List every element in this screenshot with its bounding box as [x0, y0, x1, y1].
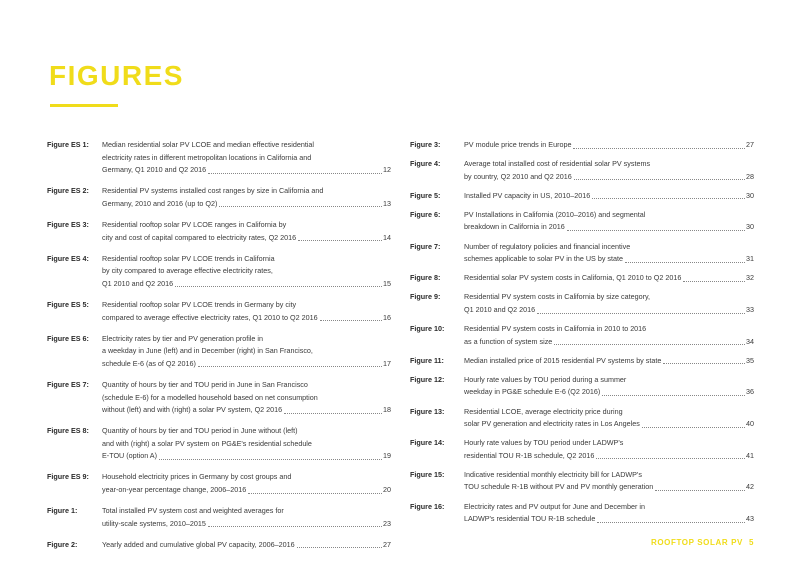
figure-title-text: and with (right) a solar PV system on PG&E's residential schedule [102, 438, 312, 448]
figure-description [464, 355, 754, 368]
figure-page-number: 27 [383, 539, 391, 549]
figure-description [464, 437, 754, 462]
figure-title-text: compared to average effective electricity rates, Q1 2010 to Q2 2016 [102, 312, 318, 322]
figure-entry[interactable] [47, 333, 391, 371]
page-number: 5 [748, 538, 754, 547]
dot-leader [175, 286, 382, 287]
figure-label: Figure ES 8: [47, 426, 89, 436]
figure-label: Figure 9: [410, 292, 441, 302]
figure-page-number: 30 [746, 222, 754, 232]
figure-title-text: city and cost of capital compared to electricity rates, Q2 2016 [102, 232, 297, 242]
figure-title-line [102, 232, 391, 245]
figure-title-line [464, 374, 754, 387]
figure-title-text: Residential PV systems installed cost ranges by size in California and [102, 186, 324, 196]
figure-title-text: Median residential solar PV LCOE and median effective residential [102, 140, 315, 149]
figure-label: Figure ES 7: [47, 379, 89, 389]
figure-entry[interactable] [410, 355, 754, 368]
dot-leader [567, 230, 745, 231]
dot-leader [625, 262, 745, 263]
figure-label: Figure 11: [410, 355, 444, 365]
figure-label: Figure 10: [410, 324, 445, 334]
figure-title-line [102, 219, 391, 232]
figure-title-text: Yearly added and cumulative global PV capacity, 2006–2016 [102, 539, 295, 549]
figure-title-line [464, 253, 754, 266]
figure-title-line [102, 198, 391, 211]
figure-entry[interactable] [410, 241, 754, 266]
figure-description [102, 253, 391, 291]
figure-title-line [102, 450, 391, 463]
figure-title-text: Total installed PV system cost and weighted averages for [102, 506, 284, 516]
figure-title-line [102, 185, 391, 198]
figure-entry[interactable] [410, 291, 754, 316]
dot-leader [298, 240, 382, 241]
figure-title-line [102, 152, 391, 165]
figure-title-text: Q1 2010 and Q2 2016 [464, 304, 536, 314]
figure-title-text: without (left) and with (right) a solar PV system, Q2 2016 [102, 405, 283, 415]
dot-leader [592, 198, 745, 199]
figure-entry[interactable] [47, 425, 391, 463]
figure-title-line [102, 358, 391, 371]
figure-description [102, 425, 391, 463]
figure-title-text: TOU schedule R-1B without PV and PV monthly generation [464, 482, 654, 492]
figures-list-left [47, 139, 391, 560]
figure-label: Figure 5: [410, 190, 441, 200]
figure-description [102, 539, 391, 552]
figure-label: Figure 1: [47, 506, 78, 516]
figure-entry[interactable] [47, 471, 391, 496]
dot-leader [208, 526, 382, 527]
figure-entry[interactable] [47, 539, 391, 552]
figure-title-text: Household electricity prices in Germany by cost groups and [102, 472, 292, 482]
figure-description [102, 333, 391, 371]
figure-title-text: utility-scale systems, 2010–2015 [102, 518, 206, 528]
figure-description [464, 190, 754, 203]
figure-title-text: Electricity rates by tier and PV generation profile in [102, 333, 263, 343]
figure-title-line [464, 272, 754, 285]
figure-title-text: Q1 2010 and Q2 2016 [102, 278, 174, 288]
figure-entry[interactable] [410, 501, 754, 526]
figure-title-line [464, 323, 754, 336]
figure-title-text: solar PV generation and electricity rates in Los Angeles [464, 419, 640, 429]
dot-leader [573, 148, 745, 149]
figure-title-line [102, 265, 391, 278]
figure-title-text: Residential solar PV system costs in California, Q1 2010 to Q2 2016 [464, 273, 682, 283]
figure-title-line [102, 518, 391, 531]
dot-leader [208, 173, 382, 174]
figure-description [102, 299, 391, 324]
figure-description [464, 209, 754, 234]
figure-title-text: Average total installed cost of residential solar PV systems [464, 159, 651, 169]
figure-title-line [102, 299, 391, 312]
figure-title-line [464, 437, 754, 450]
figure-title-line [102, 164, 391, 177]
figure-title-text: by city compared to average effective electricity rates, [102, 266, 273, 276]
figure-page-number: 28 [746, 171, 754, 181]
figure-title-text: Median installed price of 2015 residential PV systems by state [464, 355, 662, 365]
figure-page-number: 16 [383, 312, 391, 322]
figure-page-number: 14 [383, 232, 391, 242]
figure-entry[interactable] [47, 299, 391, 324]
figure-entry[interactable] [410, 406, 754, 431]
figure-title-text: as a function of system size [464, 336, 553, 346]
figure-description [102, 219, 391, 244]
figure-label: Figure 15: [410, 469, 445, 479]
figure-title-text: Quantity of hours by tier and TOU period in June without (left) [102, 426, 298, 436]
figure-description [464, 406, 754, 431]
dot-leader [574, 179, 745, 180]
figure-page-number: 41 [746, 450, 754, 460]
figure-entry[interactable] [410, 190, 754, 203]
figure-title-text: Residential rooftop solar PV LCOE ranges in California by [102, 219, 287, 229]
figure-title-line [102, 505, 391, 518]
figure-title-text: breakdown in California in 2016 [464, 222, 565, 232]
figure-title-line [464, 355, 754, 368]
figure-label: Figure ES 4: [47, 253, 89, 263]
figure-entry[interactable] [47, 139, 391, 177]
figure-title-line [464, 406, 754, 419]
figure-title-text: by country, Q2 2010 and Q2 2016 [464, 171, 572, 181]
dot-leader [198, 366, 382, 367]
figure-description [464, 241, 754, 266]
dot-leader [219, 206, 382, 207]
figure-title-line [464, 304, 754, 317]
figure-description [102, 471, 391, 496]
figure-page-number: 17 [383, 358, 391, 368]
figure-page-number: 18 [383, 405, 391, 415]
figure-description [102, 139, 391, 177]
figure-page-number: 13 [383, 198, 391, 208]
figure-title-line [102, 333, 391, 346]
figure-label: Figure 6: [410, 209, 441, 219]
figure-title-text: PV module price trends in Europe [464, 140, 572, 149]
figure-label: Figure ES 3: [47, 219, 89, 229]
figure-title-text: Quantity of hours by tier and TOU perid in June in San Francisco [102, 379, 308, 389]
figure-page-number: 20 [383, 485, 391, 495]
figure-entry[interactable] [410, 209, 754, 234]
figure-title-text: LADWP's residential TOU R-1B schedule [464, 514, 596, 524]
figure-title-line [102, 253, 391, 266]
figure-entry[interactable] [410, 323, 754, 348]
dot-leader [655, 490, 745, 491]
figure-title-line [464, 501, 754, 514]
figure-title-text: Indicative residential monthly electricity bill for LADWP's [464, 469, 642, 479]
figure-title-line [102, 312, 391, 325]
figure-description [102, 505, 391, 530]
figure-title-line [102, 345, 391, 358]
figure-label: Figure 3: [410, 140, 441, 149]
figure-page-number: 43 [746, 514, 754, 524]
figure-page-number: 42 [746, 482, 754, 492]
figure-label: Figure ES 1: [47, 140, 89, 149]
dot-leader [602, 395, 745, 396]
dot-leader [642, 427, 745, 428]
figure-page-number: 35 [746, 355, 754, 365]
figure-page-number: 27 [746, 140, 754, 149]
figure-title-line [102, 278, 391, 291]
figure-title-text: Germany, 2010 and 2016 (up to Q2) [102, 198, 218, 208]
figure-title-text: (schedule E-6) for a modelled household based on net consumption [102, 392, 318, 402]
figure-entry[interactable] [410, 469, 754, 494]
dot-leader [683, 281, 745, 282]
dot-leader [554, 344, 745, 345]
figure-title-line [464, 291, 754, 304]
figure-title-line [464, 190, 754, 203]
figure-title-text: residential TOU R-1B schedule, Q2 2016 [464, 450, 595, 460]
figure-title-line [464, 386, 754, 399]
dot-leader [284, 413, 382, 414]
figure-title-line [102, 392, 391, 405]
figure-entry[interactable] [47, 219, 391, 244]
figure-title-text: electricity rates in different metropolitan locations in California and [102, 152, 312, 162]
figure-label: Figure 16: [410, 501, 445, 511]
figure-description [464, 158, 754, 183]
figure-entry[interactable] [47, 185, 391, 210]
figure-page-number: 31 [746, 254, 754, 264]
figure-title-line [464, 241, 754, 254]
figure-title-text: Number of regulatory policies and financial incentive [464, 241, 631, 251]
figure-label: Figure ES 2: [47, 186, 89, 196]
figure-title-text: PV Installations in California (2010–2016) and segmental [464, 209, 646, 219]
figure-entry[interactable] [47, 253, 391, 291]
figure-description [102, 379, 391, 417]
dot-leader [597, 522, 745, 523]
figure-page-number: 40 [746, 419, 754, 429]
figure-description [464, 139, 754, 152]
figure-title-line [102, 484, 391, 497]
figure-title-line [464, 158, 754, 171]
figure-title-text: Electricity rates and PV output for June and December in [464, 501, 645, 511]
figure-label: Figure ES 6: [47, 333, 89, 343]
figure-entry[interactable] [410, 139, 754, 152]
figure-label: Figure ES 9: [47, 472, 89, 482]
page-footer [651, 538, 754, 547]
figure-title-text: schemes applicable to solar PV in the US by state [464, 254, 624, 264]
title-underline [50, 104, 118, 107]
figure-title-line [464, 418, 754, 431]
figure-description [464, 469, 754, 494]
figure-title-line [464, 336, 754, 349]
figure-description [464, 323, 754, 348]
figure-title-text: Residential rooftop solar PV LCOE trends in California [102, 253, 275, 263]
figure-title-line [102, 471, 391, 484]
figure-description [464, 272, 754, 285]
figure-title-text: Residential PV system costs in California by size category, [464, 292, 651, 302]
figure-page-number: 32 [746, 273, 754, 283]
figure-title-line [464, 139, 754, 152]
figure-title-text: Hourly rate values by TOU period under LADWP's [464, 438, 624, 448]
figure-title-text: schedule E-6 (as of Q2 2016) [102, 358, 196, 368]
figure-title-line [464, 481, 754, 494]
figure-description [102, 185, 391, 210]
dot-leader [320, 320, 382, 321]
footer-label: ROOFTOP SOLAR PV [650, 538, 743, 547]
figure-title-line [464, 171, 754, 184]
figure-label: Figure 7: [410, 241, 441, 251]
figure-title-line [102, 379, 391, 392]
figure-title-text: Installed PV capacity in US, 2010–2016 [464, 190, 591, 200]
figure-entry[interactable] [47, 379, 391, 417]
figure-entry[interactable] [410, 158, 754, 183]
figure-entry[interactable] [47, 505, 391, 530]
figure-title-line [464, 221, 754, 234]
figure-title-text: Germany, Q1 2010 and Q2 2016 [102, 165, 207, 175]
figure-entry[interactable] [410, 272, 754, 285]
figure-title-line [102, 438, 391, 451]
figure-label: Figure 2: [47, 539, 78, 549]
figure-page-number: 33 [746, 304, 754, 314]
figure-title-text: Residential PV system costs in California in 2010 to 2016 [464, 324, 647, 334]
figure-title-text: a weekday in June (left) and in December (right) in San Francisco, [102, 346, 313, 356]
figure-page-number: 19 [383, 451, 391, 461]
figure-page-number: 30 [746, 190, 754, 200]
figure-description [464, 291, 754, 316]
figures-list-right [410, 139, 754, 532]
figure-title-text: weekday in PG&E schedule E-6 (Q2 2016) [464, 387, 601, 397]
figure-title-line [464, 469, 754, 482]
figure-title-text: Residential LCOE, average electricity price during [464, 406, 623, 416]
page-title: FIGURES [49, 60, 184, 91]
figure-title-text: E-TOU (option A) [102, 451, 157, 461]
figure-label: Figure 8: [410, 273, 441, 283]
figure-label: Figure 14: [410, 438, 445, 448]
figure-description [464, 501, 754, 526]
dot-leader [159, 459, 382, 460]
dot-leader [596, 458, 745, 459]
figure-page-number: 12 [383, 165, 391, 175]
figure-entry[interactable] [410, 437, 754, 462]
figure-label: Figure 13: [410, 406, 445, 416]
dot-leader [297, 547, 382, 548]
dot-leader [663, 363, 745, 364]
figure-entry[interactable] [410, 374, 754, 399]
figure-title-line [102, 404, 391, 417]
figure-page-number: 15 [383, 278, 391, 288]
figure-title-text: year-on-year percentage change, 2006–2016 [102, 485, 247, 495]
figure-page-number: 34 [746, 336, 754, 346]
figure-title-text: Residential rooftop solar PV LCOE trends in Germany by city [102, 299, 297, 309]
figure-label: Figure 12: [410, 374, 445, 384]
figure-title-text: Hourly rate values by TOU period during a summer [464, 374, 627, 384]
figure-page-number: 36 [746, 387, 754, 397]
dot-leader [248, 493, 382, 494]
figure-page-number: 23 [383, 518, 391, 528]
figure-description [464, 374, 754, 399]
figure-title-line [464, 450, 754, 463]
figure-title-line [102, 425, 391, 438]
figure-label: Figure 4: [410, 159, 441, 169]
figure-title-line [464, 513, 754, 526]
figure-title-line [102, 139, 391, 152]
figure-title-line [102, 539, 391, 552]
figure-title-line [464, 209, 754, 222]
figure-label: Figure ES 5: [47, 299, 89, 309]
dot-leader [537, 313, 745, 314]
